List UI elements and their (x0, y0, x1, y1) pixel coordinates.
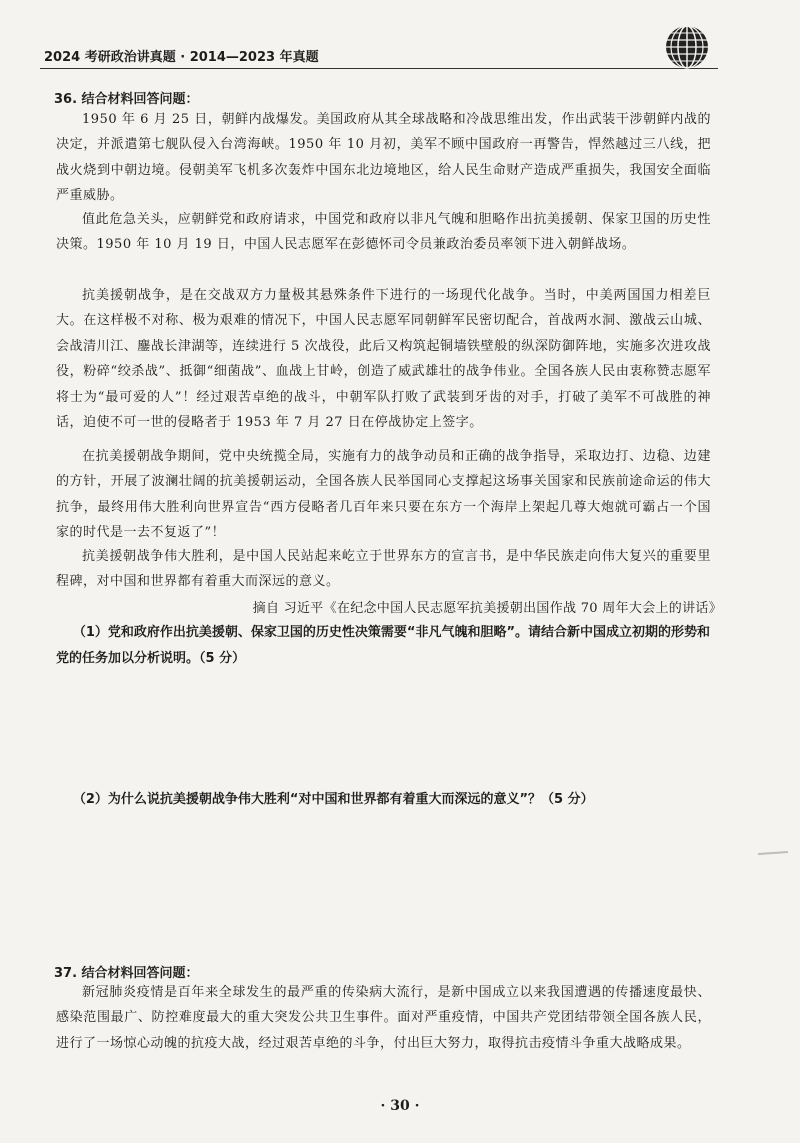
header-title: 2024 考研政治讲真题 · 2014—2023 年真题 (44, 50, 319, 65)
q36-paragraph-2: 值此危急关头，应朝鲜党和政府请求，中国党和政府以非凡气魄和胆略作出抗美援朝、保家卫国的历史性决策。1950 年 10 月 19 日，中国人民志愿军在彭德怀司令员兼政治委员率领下进入朝鲜战场。 (56, 212, 711, 253)
q36-source-citation: 摘自 习近平《在纪念中国人民志愿军抗美援朝出国作战 70 周年大会上的讲话》 (252, 601, 722, 616)
q36-paragraph-5: 抗美援朝战争伟大胜利，是中国人民站起来屹立于世界东方的宣言书，是中华民族走向伟大复兴的重要里程碑，对中国和世界都有着重大而深远的意义。 (56, 549, 711, 590)
header-rule (40, 68, 718, 69)
q36-subquestion-1: （1）党和政府作出抗美援朝、保家卫国的历史性决策需要“非凡气魄和胆略”。请结合新中国成立初期的形势和党的任务加以分析说明。（5 分） (56, 625, 711, 666)
question-37-title: 37. 结合材料回答问题： (54, 966, 199, 981)
page-number: · 30 · (380, 1098, 420, 1114)
q36-paragraph-4: 在抗美援朝战争期间，党中央统揽全局，实施有力的战争动员和正确的战争指导，采取边打、边稳、边建的方针，开展了波澜壮阔的抗美援朝运动，全国各族人民举国同心支撑起这场事关国家和民族前途命运的伟大抗争，最终用伟大胜利向世界宣告“西方侵略者几百年来只要在东方一个海岸上架起几尊大炮就可霸占一个国家的时代是一去不复返了”！ (56, 449, 711, 541)
q37-paragraph-1: 新冠肺炎疫情是百年来全球发生的最严重的传染病大流行，是新中国成立以来我国遭遇的传播速度最快、感染范围最广、防控难度最大的重大突发公共卫生事件。面对严重疫情，中国共产党团结带领全国各族人民，进行了一场惊心动魄的抗疫大战，经过艰苦卓绝的斗争，付出巨大努力，取得抗击疫情斗争重大战略成果。 (56, 985, 711, 1051)
question-36-title: 36. 结合材料回答问题： (54, 92, 199, 107)
q36-paragraph-3: 抗美援朝战争，是在交战双方力量极其悬殊条件下进行的一场现代化战争。当时，中美两国国力相差巨大。在这样极不对称、极为艰难的情况下，中国人民志愿军同朝鲜军民密切配合，首战两水洞、激战云山城、会战清川江、鏖战长津湖等，连续进行 5 次战役，此后又构筑起铜墙铁壁般的纵深防御阵地，实施多次进攻战役，粉碎“绞杀战”、抵御“细菌战”、血战上甘岭，创造了威武雄壮的战争伟业。全国各族人民由衷称赞志愿军将士为“最可爱的人”！经过艰苦卓绝的战斗，中朝军队打败了武装到牙齿的对手，打破了美军不可战胜的神话，迫使不可一世的侵略者于 1953 年 7 月 27 日在停战协定上签字。 (56, 288, 711, 431)
globe-icon (664, 24, 710, 70)
q36-paragraph-1: 1950 年 6 月 25 日，朝鲜内战爆发。美国政府从其全球战略和冷战思维出发，作出武装干涉朝鲜内战的决定，并派遣第七舰队侵入台湾海峡。1950 年 10 月初，美军不顾中国政府一再警告，悍然越过三八线，把战火烧到中朝边境。侵朝美军飞机多次轰炸中国东北边境地区，给人民生命财产造成严重损失，我国安全面临严重威胁。 (56, 112, 711, 204)
q36-subquestion-2: （2）为什么说抗美援朝战争伟大胜利“对中国和世界都有着重大而深远的意义”？（5 分） (72, 792, 594, 807)
scan-smudge (758, 851, 788, 855)
